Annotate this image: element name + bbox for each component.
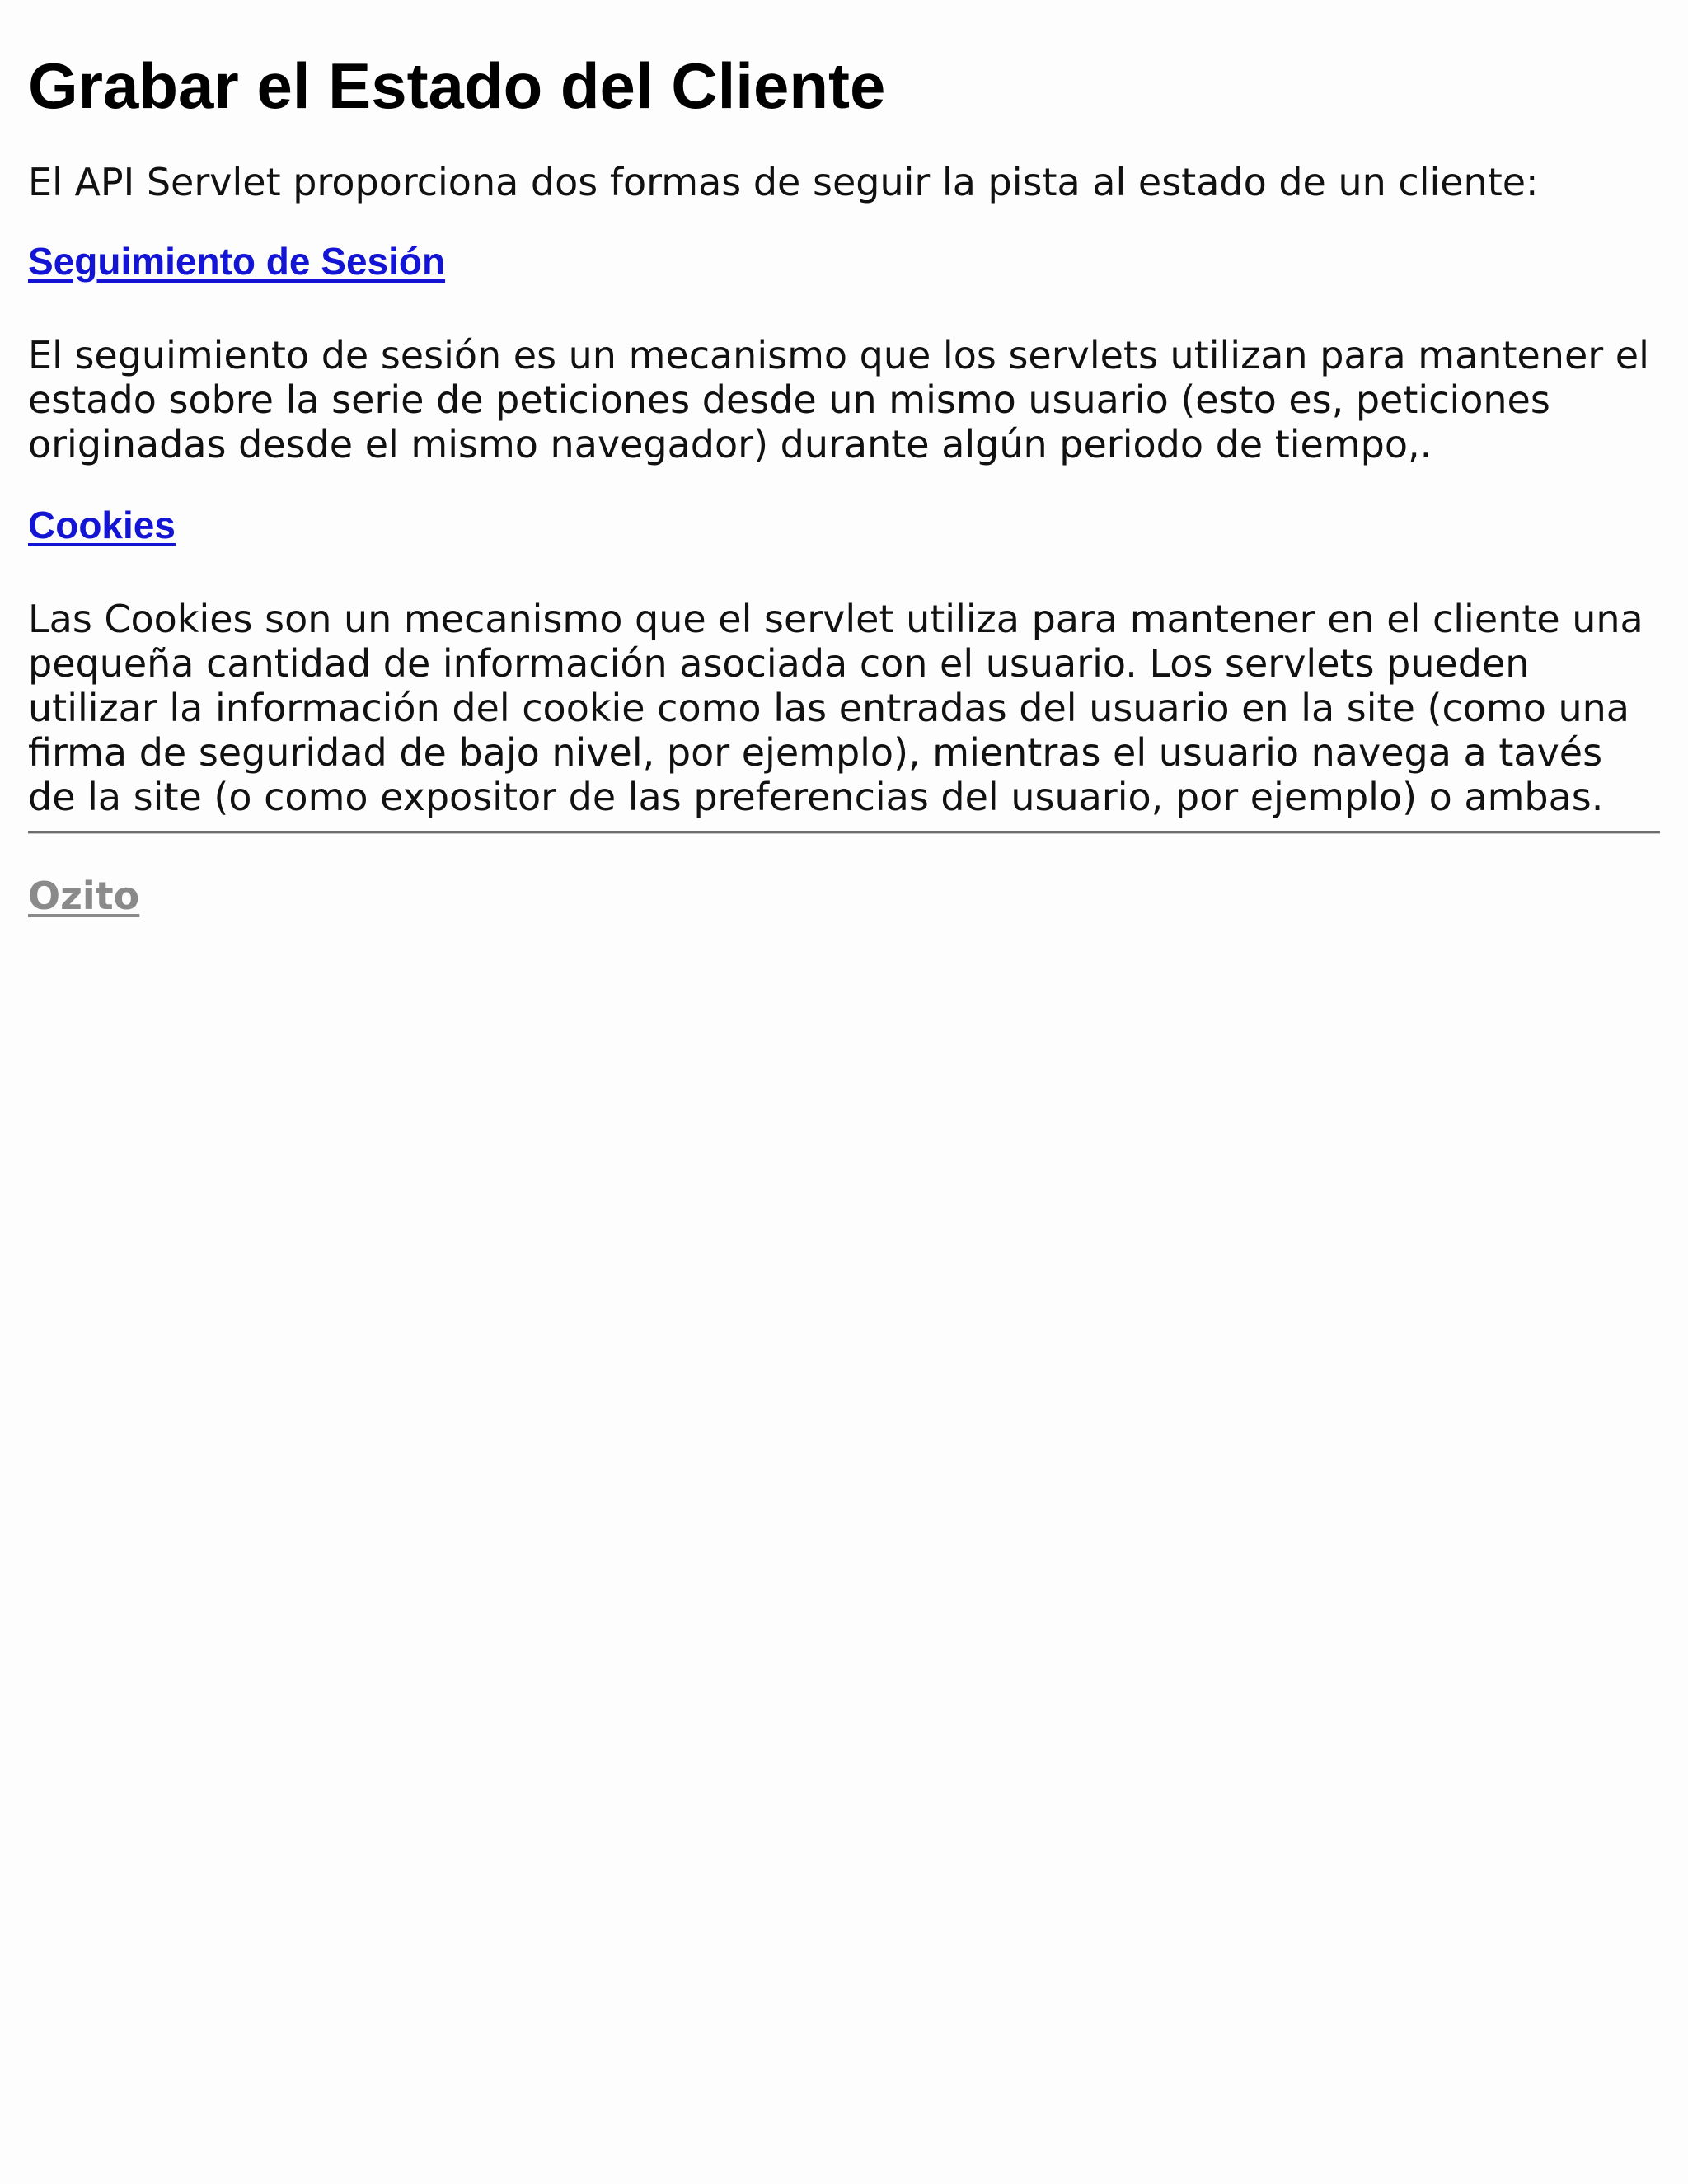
session-tracking-link[interactable]: Seguimiento de Sesión	[28, 239, 446, 283]
session-tracking-description: El seguimiento de sesión es un mecanismo que los servlets utilizan para mantener el estado sobre la serie de peticiones desde un mismo usuario (esto es, peticiones originadas desde el mismo navegador) durante algún periodo de tiempo,.	[28, 332, 1649, 466]
ozito-link[interactable]: Ozito	[28, 873, 140, 918]
cookies-description: Las Cookies son un mecanismo que el servlet utiliza para mantener en el cliente una pequeña cantidad de información asociada con el usuario. Los servlets pueden utilizar la información del cookie como las entradas del usuario en la site (como una firma de seguridad de bajo nivel, por ejemplo), mientras el usuario navega a tavés de la site (o como expositor de las preferencias del usuario, por ejemplo) o ambas.	[28, 596, 1643, 819]
intro-paragraph: El API Servlet proporciona dos formas de seguir la pista al estado de un cliente:	[28, 159, 1539, 204]
cookies-link[interactable]: Cookies	[28, 503, 176, 546]
page-title: Grabar el Estado del Cliente	[28, 49, 886, 122]
section-cookies-heading	[28, 503, 1660, 547]
section-session-tracking-heading	[28, 239, 1660, 284]
divider	[28, 831, 1660, 834]
